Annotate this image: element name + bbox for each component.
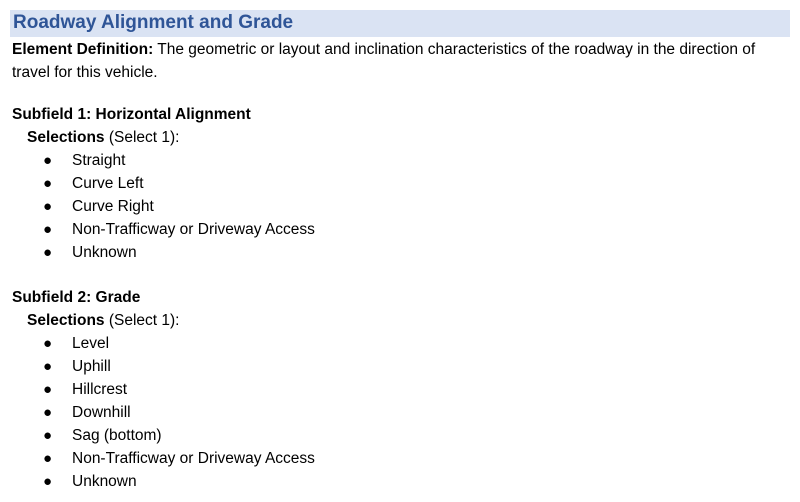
subfield-heading: Subfield 1: Horizontal Alignment	[12, 106, 251, 123]
definition-label: Element Definition:	[12, 41, 154, 58]
option-text: Unknown	[72, 244, 137, 261]
bullet-icon: ●	[43, 198, 53, 215]
list-item	[12, 470, 782, 493]
bullet-icon: ●	[43, 450, 53, 467]
list-item	[12, 424, 782, 447]
option-text: Non-Trafficway or Driveway Access	[72, 450, 315, 467]
option-text: Hillcrest	[72, 381, 128, 398]
list-item	[12, 447, 782, 470]
selections-label: Selections	[27, 312, 105, 329]
list-item	[12, 401, 782, 424]
bullet-icon: ●	[43, 404, 53, 421]
title-bar	[10, 10, 790, 37]
subfield-heading: Subfield 2: Grade	[12, 289, 141, 306]
bullet-icon: ●	[43, 381, 53, 398]
selections-label: Selections	[27, 129, 105, 146]
bullet-icon: ●	[43, 152, 53, 169]
list-item	[12, 241, 782, 264]
option-text: Curve Left	[72, 175, 144, 192]
option-text: Straight	[72, 152, 126, 169]
subfield-grade	[12, 286, 782, 493]
bullet-icon: ●	[43, 358, 53, 375]
definition-text: The geometric or layout and inclination characteristics of the roadway in the direction of travel for this vehicle.	[12, 41, 756, 81]
list-item	[12, 218, 782, 241]
list-item	[12, 378, 782, 401]
option-text: Uphill	[72, 358, 111, 375]
bullet-icon: ●	[43, 473, 53, 490]
option-text: Non-Trafficway or Driveway Access	[72, 221, 315, 238]
selections-note: (Select 1):	[104, 312, 180, 329]
bullet-icon: ●	[43, 427, 53, 444]
options-list	[12, 332, 782, 493]
bullet-icon: ●	[43, 335, 53, 352]
bullet-icon: ●	[43, 175, 53, 192]
selections-line	[12, 309, 782, 332]
selections-note: (Select 1):	[104, 129, 180, 146]
options-list	[12, 149, 782, 264]
option-text: Downhill	[72, 404, 131, 421]
option-text: Curve Right	[72, 198, 154, 215]
bullet-icon: ●	[43, 221, 53, 238]
page-title: Roadway Alignment and Grade	[13, 12, 294, 33]
list-item	[12, 332, 782, 355]
bullet-icon: ●	[43, 244, 53, 261]
selections-line	[12, 126, 782, 149]
list-item	[12, 172, 782, 195]
list-item	[12, 149, 782, 172]
list-item	[12, 195, 782, 218]
list-item	[12, 355, 782, 378]
option-text: Unknown	[72, 473, 137, 490]
option-text: Sag (bottom)	[72, 427, 162, 444]
option-text: Level	[72, 335, 110, 352]
element-definition	[12, 38, 782, 84]
subfield-horizontal-alignment	[12, 103, 782, 264]
